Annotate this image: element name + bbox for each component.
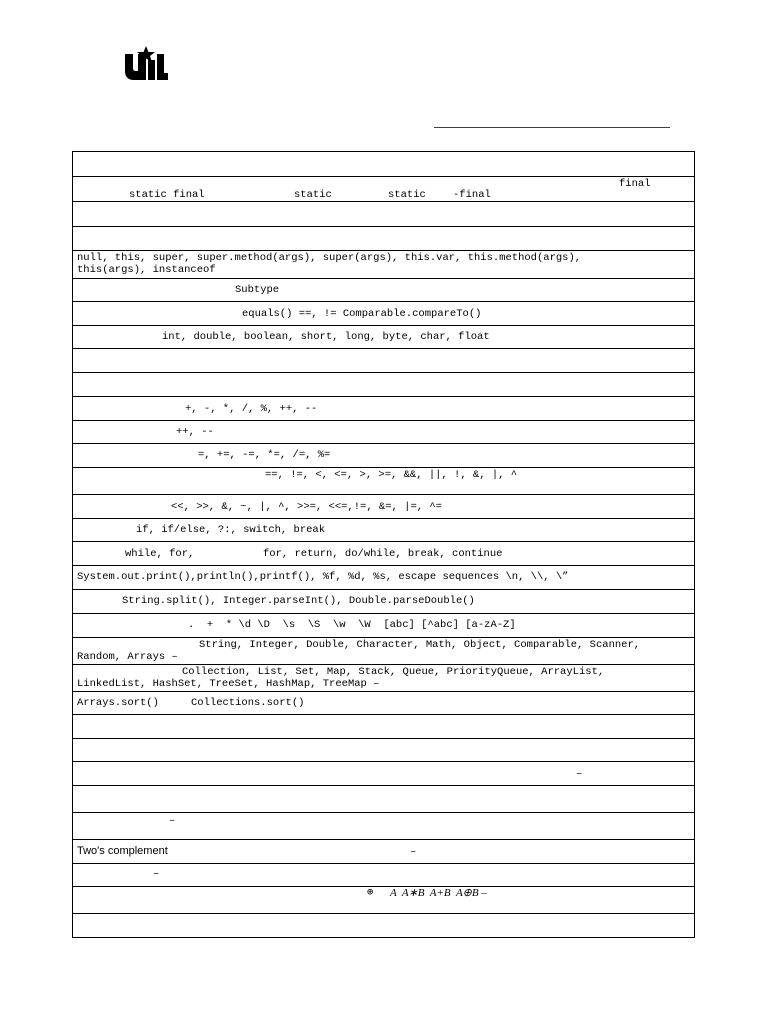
table-row: [73, 692, 694, 715]
topics-table: [72, 151, 695, 938]
row-text: Arrays.sort(): [77, 697, 159, 709]
row-text: null, this, super, super.method(args), super(args), this.var, this.method(args),: [77, 252, 582, 264]
row-text: final: [619, 178, 651, 190]
row-text: +, -, *, /, %, ++, --: [185, 403, 318, 415]
table-row: [73, 864, 694, 887]
row-text: <<, >>, &, ~, |, ^, >>=, <<=,!=, &=, |=, ^=: [171, 501, 442, 513]
table-row: [73, 840, 694, 864]
row-text: for, return, do/while, break, continue: [263, 548, 503, 560]
table-row: [73, 638, 694, 665]
table-row: [73, 421, 694, 444]
row-text: Subtype: [235, 284, 280, 296]
row-text: while, for,: [125, 548, 195, 560]
table-row: [73, 914, 694, 937]
table-row: [73, 177, 694, 202]
table-row: [73, 665, 694, 692]
row-text: Collection, List, Set, Map, Stack, Queue, PriorityQueue, ArrayList,: [182, 666, 605, 678]
table-row: [73, 813, 694, 840]
row-text: . + * \d \D \s \S \w \W [abc] [^abc] [a-zA-Z]: [188, 619, 516, 631]
table-row: [73, 444, 694, 468]
row-text: Two's complement: [77, 845, 168, 857]
row-text: ++, --: [176, 426, 214, 438]
row-text: –: [576, 768, 583, 780]
table-row: [73, 566, 694, 590]
table-row: [73, 202, 694, 227]
row-text: equals() ==, != Comparable.compareTo(): [242, 308, 482, 320]
table-row: [73, 542, 694, 566]
table-row: [73, 590, 694, 614]
row-text: int, double, boolean, short, long, byte, char, float: [162, 331, 490, 343]
row-text: this(args), instanceof: [77, 264, 216, 276]
row-text: LinkedList, HashSet, TreeSet, HashMap, TreeMap –: [77, 678, 380, 690]
row-text: if, if/else, ?:, switch, break: [136, 524, 326, 536]
row-text: String, Integer, Double, Character, Math, Object, Comparable, Scanner,: [199, 639, 641, 651]
table-row: [73, 762, 694, 786]
row-text: ⊕: [367, 887, 374, 899]
row-text: static: [294, 189, 332, 201]
table-row: [73, 373, 694, 397]
row-text: static: [388, 189, 426, 201]
table-row: [73, 786, 694, 813]
table-row: [73, 227, 694, 251]
table-row: [73, 326, 694, 349]
table-row: [73, 887, 694, 914]
row-text: –: [153, 868, 160, 880]
row-text: -final: [453, 189, 491, 201]
table-row: [73, 468, 694, 495]
row-text: =, +=, -=, *=, /=, %=: [198, 449, 331, 461]
table-row: [73, 495, 694, 519]
table-row: [73, 739, 694, 762]
row-text: Random, Arrays –: [77, 651, 178, 663]
row-text: System.out.print(),println(),printf(), %f, %d, %s, escape sequences \n, \\, \”: [77, 571, 569, 583]
table-row: [73, 715, 694, 739]
hyperlink-underline[interactable]: [434, 127, 670, 128]
table-row: [73, 349, 694, 373]
row-text: ==, !=, <, <=, >, >=, &&, ||, !, &, |, ^: [265, 469, 518, 481]
row-text: static final: [129, 189, 205, 201]
table-row: [73, 152, 694, 177]
row-text: –: [410, 846, 417, 858]
table-row: [73, 279, 694, 302]
table-row: [73, 302, 694, 326]
row-text: Collections.sort(): [191, 697, 305, 709]
table-row: [73, 251, 694, 279]
table-row: [73, 397, 694, 421]
table-row: [73, 614, 694, 638]
table-row: [73, 519, 694, 542]
row-text: String.split(), Integer.parseInt(), Double.parseDouble(): [122, 595, 475, 607]
uil-logo: [124, 44, 168, 80]
row-text: –: [169, 815, 176, 827]
row-text: A A∗B A+B A⊕B –: [390, 887, 487, 899]
